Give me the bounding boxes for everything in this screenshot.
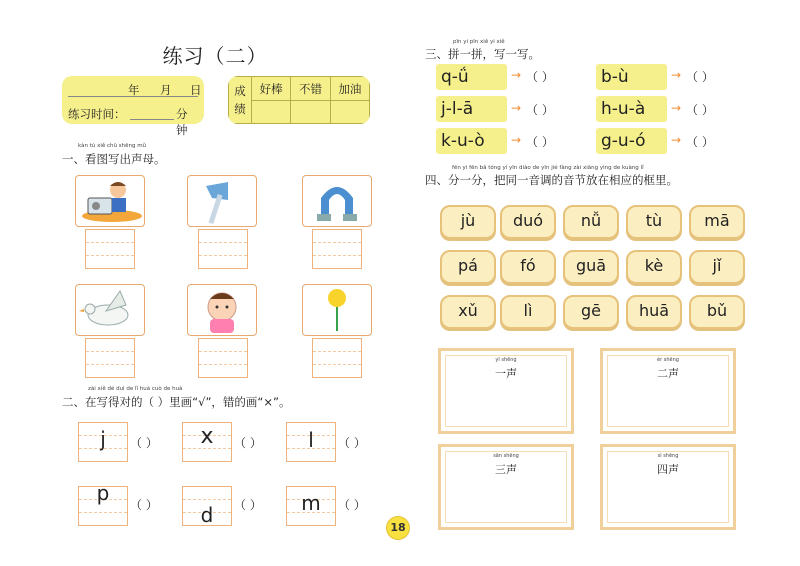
spell-item: q-ǘ <box>436 64 507 90</box>
spell-item: j-l-ā <box>436 96 507 122</box>
syllable-tag[interactable]: bǔ <box>689 295 745 329</box>
syllable-tag[interactable]: jǐ <box>689 250 745 284</box>
syllable-tag[interactable]: huā <box>626 295 682 329</box>
answer-paren[interactable]: （ ） <box>526 135 554 149</box>
answer-box[interactable] <box>85 229 135 269</box>
syllable-tag[interactable]: lì <box>500 295 556 329</box>
picture-axe <box>187 175 257 227</box>
sec2-heading: 二、在写得对的（ ）里画“√”，错的画“×”。 <box>62 395 291 409</box>
frame-label: 一声 <box>495 367 517 380</box>
sec3-heading: 三、拼一拼，写一写。 <box>425 47 540 61</box>
answer-box[interactable] <box>85 338 135 378</box>
frame-label: 二声 <box>657 367 679 380</box>
letter-box-d: d <box>182 486 232 526</box>
syllable-tag[interactable]: tù <box>626 205 682 239</box>
syllable-tag[interactable]: guā <box>563 250 619 284</box>
answer-paren[interactable]: （ ） <box>526 70 554 84</box>
check-paren[interactable]: （ ） <box>338 436 366 450</box>
sec2-pinyin: zài xiě dé duì de lǐ huà cuò de huà <box>88 386 183 392</box>
answer-box[interactable] <box>198 338 248 378</box>
sec1-heading: 一、看图写出声母。 <box>62 152 166 166</box>
arrow-icon: → <box>511 133 522 147</box>
check-paren[interactable]: （ ） <box>338 498 366 512</box>
syllable-tag[interactable]: duó <box>500 205 556 239</box>
answer-paren[interactable]: （ ） <box>686 70 714 84</box>
syllable-tag[interactable]: kè <box>626 250 682 284</box>
picture-balloon <box>302 284 372 336</box>
date-box <box>62 76 204 137</box>
tone-frame-fourth[interactable]: sì shēng 四声 <box>600 444 736 530</box>
arrow-icon: → <box>511 101 522 115</box>
sec1-pinyin: kàn tú xiě chū shēng mǔ <box>78 143 147 149</box>
check-paren[interactable]: （ ） <box>234 436 262 450</box>
picture-boy-radio <box>75 175 145 227</box>
dove-icon <box>76 285 144 335</box>
letter-box-j: j <box>78 422 128 462</box>
letter-box-p: p <box>78 486 128 526</box>
sec4-heading: 四、分一分，把同一音调的音节放在相应的框里。 <box>425 173 678 187</box>
syllable-tag[interactable]: pá <box>440 250 496 284</box>
spell-item: h-u-à <box>596 96 667 122</box>
syllable-tag[interactable]: jù <box>440 205 496 239</box>
answer-paren[interactable]: （ ） <box>526 103 554 117</box>
date-row[interactable] <box>68 82 202 97</box>
day-label: 日 <box>190 83 202 97</box>
frame-label: 四声 <box>657 463 679 476</box>
answer-paren[interactable]: （ ） <box>686 103 714 117</box>
picture-dove <box>75 284 145 336</box>
tone-frame-first[interactable]: yī shēng 一声 <box>438 348 574 434</box>
time-row[interactable] <box>68 104 198 137</box>
syllable-tag[interactable]: gē <box>563 295 619 329</box>
syllable-tag[interactable]: fó <box>500 250 556 284</box>
tone-frame-third[interactable]: sān shēng 三声 <box>438 444 574 530</box>
tone-frame-second[interactable]: èr shēng 二声 <box>600 348 736 434</box>
syllable-tag[interactable]: xǔ <box>440 295 496 329</box>
answer-box[interactable] <box>312 338 362 378</box>
spell-item: k-u-ò <box>436 128 507 154</box>
spell-item: b-ù <box>596 64 667 90</box>
grade-cell-great[interactable] <box>252 101 291 124</box>
balloon-icon <box>303 285 371 335</box>
check-paren[interactable]: （ ） <box>234 498 262 512</box>
grade-cell-try[interactable] <box>330 101 369 124</box>
syllable-tag[interactable]: nǚ <box>563 205 619 239</box>
baby-icon <box>188 285 256 335</box>
check-paren[interactable]: （ ） <box>130 436 158 450</box>
magnet-icon <box>303 176 371 226</box>
grade-col-try: 加油 <box>330 77 369 101</box>
spell-item: g-u-ó <box>596 128 667 154</box>
grade-col-great: 好棒 <box>252 77 291 101</box>
time-blank[interactable] <box>130 119 174 120</box>
minute-label: 分钟 <box>176 107 188 137</box>
arrow-icon: → <box>671 101 682 115</box>
answer-paren[interactable]: （ ） <box>686 135 714 149</box>
letter-box-m: m <box>286 486 336 526</box>
page-number: 18 <box>386 516 410 540</box>
sec3-pinyin: pīn yi pīn xiě yi xiě <box>453 39 505 45</box>
answer-box[interactable] <box>198 229 248 269</box>
month-label: 月 <box>160 83 172 97</box>
grade-box <box>228 76 370 124</box>
picture-baby <box>187 284 257 336</box>
time-label: 练习时间： <box>68 107 126 121</box>
axe-icon <box>188 176 256 226</box>
arrow-icon: → <box>511 68 522 82</box>
grade-cell-good[interactable] <box>291 101 330 124</box>
grade-col-good: 不错 <box>291 77 330 101</box>
letter-box-x: x <box>182 422 232 462</box>
picture-magnet <box>302 175 372 227</box>
sec4-pinyin: fēn yi fēn bǎ tóng yí yīn diào de yīn jié fàng zài xiāng yìng de kuàng lǐ <box>452 165 644 171</box>
frame-label: 三声 <box>495 463 517 476</box>
letter-box-l: l <box>286 422 336 462</box>
year-label: 年 <box>128 83 140 97</box>
syllable-tag[interactable]: mā <box>689 205 745 239</box>
check-paren[interactable]: （ ） <box>130 498 158 512</box>
page-title: 练习（二） <box>162 44 268 68</box>
arrow-icon: → <box>671 133 682 147</box>
grade-label: 成 绩 <box>229 77 252 124</box>
answer-box[interactable] <box>312 229 362 269</box>
boy-radio-icon <box>76 176 144 226</box>
arrow-icon: → <box>671 68 682 82</box>
